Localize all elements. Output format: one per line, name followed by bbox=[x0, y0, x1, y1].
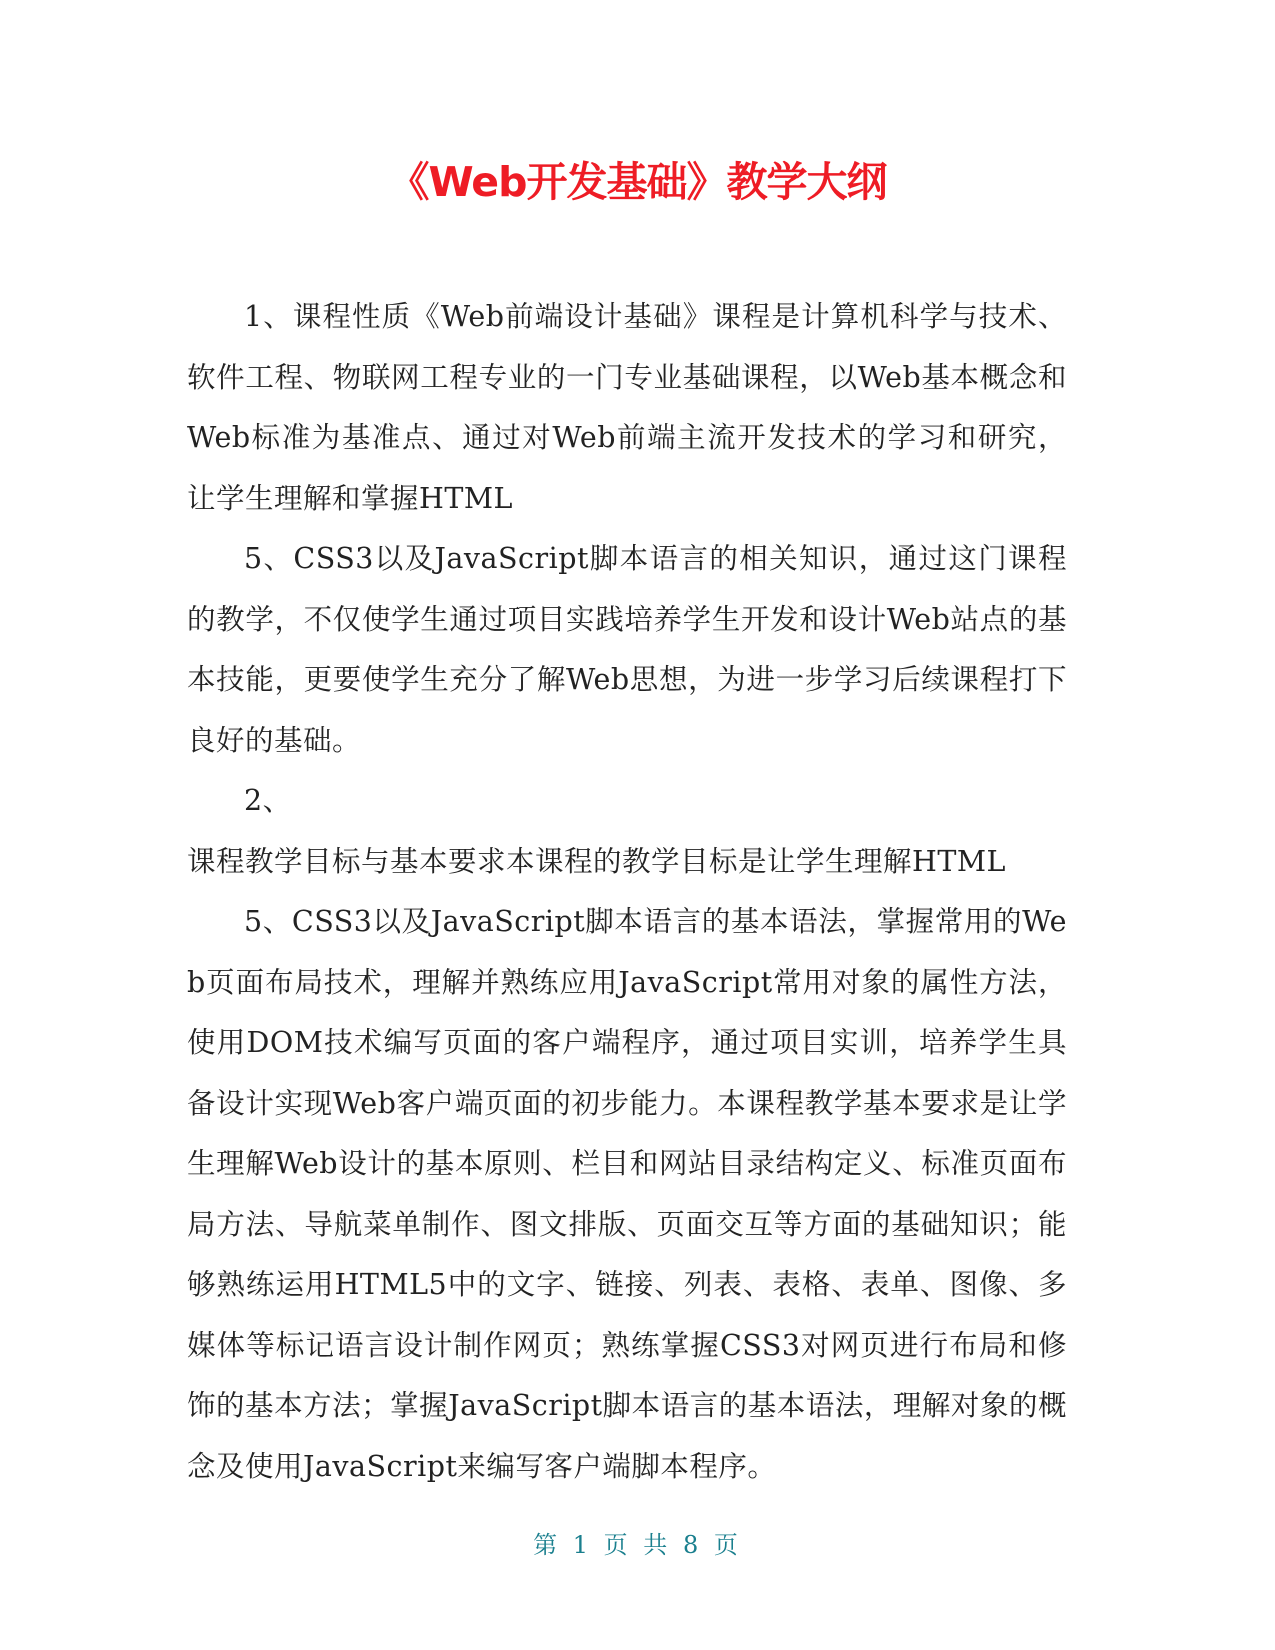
paragraph-teaching-goal: 课程教学目标与基本要求本课程的教学目标是让学生理解HTML bbox=[187, 844, 1006, 878]
paragraph-section-number: 2、 bbox=[244, 784, 292, 817]
paragraph-course-content: 5、CSS3以及JavaScript脚本语言的相关知识，通过这门课程的教学，不仅使学生通过项目实践培养学生开发和设计Web站点的基本技能，更要使学生充分了解Web思想，为进一步学习后续课程打下良好的基础。 bbox=[187, 542, 1067, 757]
paragraph-basic-requirements: 5、CSS3以及JavaScript脚本语言的基本语法，掌握常用的Web页面布局技术，理解并熟练应用JavaScript常用对象的属性方法，使用DOM技术编写页面的客户端程序，通过项目实训，培养学生具备设计实现Web客户端页面的初步能力。本课程教学基本要求是让学生理解Web设计的基本原则、栏目和网站目录结构定义、标准页面布局方法、导航菜单制作、图文排版、页面交互等方面的基础知识；能够熟练运用HTML5中的文字、链接、列表、表格、表单、图像、多媒体等标记语言设计制作网页；熟练掌握CSS3对网页进行布局和修饰的基本方法；掌握JavaScript脚本语言的基本语法，理解对象的概念及使用JavaScript来编写客户端脚本程序。 bbox=[187, 905, 1067, 1483]
page-footer: 第 1 页 共 8 页 bbox=[533, 1531, 742, 1559]
paragraph-course-nature: 1、课程性质《Web前端设计基础》课程是计算机科学与技术、软件工程、物联网工程专业的一门专业基础课程，以Web基本概念和Web标准为基准点、通过对Web前端主流开发技术的学习和研究，让学生理解和掌握HTML bbox=[187, 300, 1067, 515]
document-body bbox=[187, 287, 1067, 1497]
document-title: 《Web开发基础》教学大纲 bbox=[388, 158, 887, 206]
